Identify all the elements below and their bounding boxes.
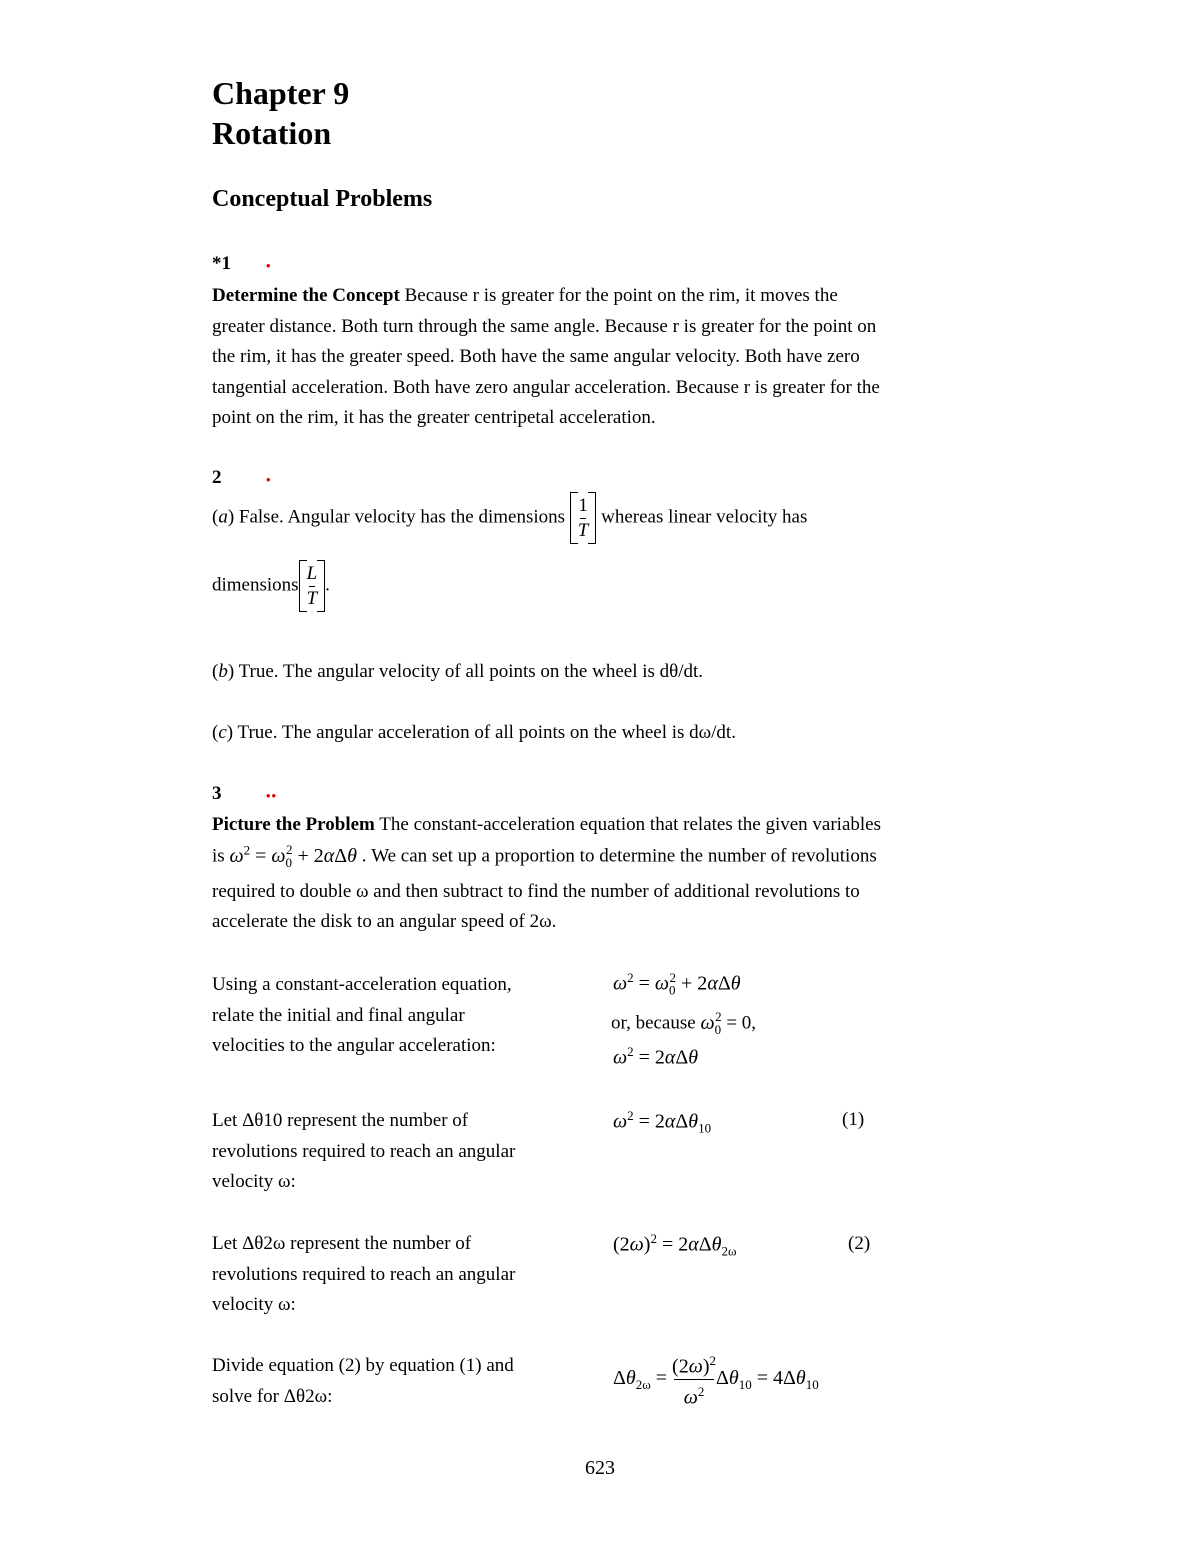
step-3-label: Let Δθ2ω represent the number of revolutions required to reach an angular velocity ω: (212, 1233, 516, 1315)
difficulty-dots: • (266, 472, 272, 487)
bracket-left (299, 560, 307, 612)
problem-3-number: 3 (212, 783, 222, 804)
problem-2b: (b) True. The angular velocity of all points on the wheel is dθ/dt. (212, 661, 704, 682)
step-2-equation: $\omega^2 = 2\alpha\Delta\theta_{10}$ (613, 1108, 712, 1136)
step-1-equation-c: $\omega^2 = 2\alpha\Delta\theta$ (613, 1044, 699, 1069)
equation-number-1: (1) (842, 1109, 865, 1130)
fraction-1-over-T: $\frac{1}{T}$ (577, 494, 589, 541)
picture-label: Picture the Problem (212, 814, 375, 835)
step-4-equation: $\Delta\theta_{2\omega}$ = $\frac{(2\omega)^2}{\omega^2}$ $\Delta\theta_{10} = 4\Delta\theta_{10}$ (613, 1353, 819, 1409)
equation-number-2: (2) (848, 1233, 871, 1254)
difficulty-dots: •• (266, 788, 278, 803)
section-title: Conceptual Problems (212, 186, 433, 212)
step-3-equation: $(2\omega)^2 = 2\alpha\Delta\theta_{2\omega}$ (613, 1231, 737, 1259)
problem-2-number: 2 (212, 467, 222, 488)
chapter-title: Rotation (212, 115, 332, 151)
page-number: 623 (585, 1457, 615, 1479)
step-4-label: Divide equation (2) by equation (1) and solve for Δθ2ω: (212, 1355, 514, 1407)
problem-3-line-2: is $\omega^2 = \omega_0^2 + 2\alpha\Delta\theta$ . We can set up a proportion to determine the number of revolutions (212, 842, 877, 870)
step-2-label: Let Δθ10 represent the number of revolutions required to reach an angular velocity ω: (212, 1110, 516, 1192)
step-1-equation-b: or, because $\omega_0^2 = 0$, (611, 1009, 757, 1037)
difficulty-dots: • (266, 258, 272, 273)
problem-1-number: *1 (212, 253, 231, 274)
fraction-L-over-T: $\frac{L}{T}$ (306, 562, 318, 609)
problem-1-text: Determine the Concept Because r is greater for the point on the rim, it moves the greater distance. Both turn through the same angle. Because r is greater for the point on the rim, it has the greater speed. Both have the same angular velocity. Both have zero tangential acceleration. Both have zero angular acceleration. Because r is greater for the point on the rim, it has the greater centripetal acceleration. (212, 285, 880, 428)
problem-3-line-1: Picture the Problem The constant-acceleration equation that relates the given variables (212, 814, 881, 835)
step-1-label: Using a constant-acceleration equation, relate the initial and final angular velocities to the angular acceleration: (212, 974, 512, 1056)
problem-2c: (c) True. The angular acceleration of all points on the wheel is dω/dt. (212, 722, 736, 743)
bracket-right (588, 492, 596, 544)
bracket-right (317, 560, 325, 612)
step-1-equation-a: $\omega^2 = \omega_0^2 + 2\alpha\Delta\theta$ (613, 970, 741, 998)
chapter-number: Chapter 9 (212, 75, 350, 111)
problem-2a: (a) False. Angular velocity has the dimensions $\frac{1}{T}$ whereas linear velocity has (212, 492, 807, 544)
bracket-left (570, 492, 578, 544)
inline-equation: $\omega^2 = \omega_0^2 + 2\alpha\Delta\theta$ (229, 842, 357, 870)
problem-2a-cont: dimensions $\frac{L}{T}$ . (212, 560, 330, 612)
problem-3-line-3: required to double ω and then subtract to find the number of additional revolutions to (212, 881, 860, 902)
concept-label: Determine the Concept (212, 285, 400, 306)
problem-3-line-4: accelerate the disk to an angular speed of 2ω. (212, 911, 557, 932)
